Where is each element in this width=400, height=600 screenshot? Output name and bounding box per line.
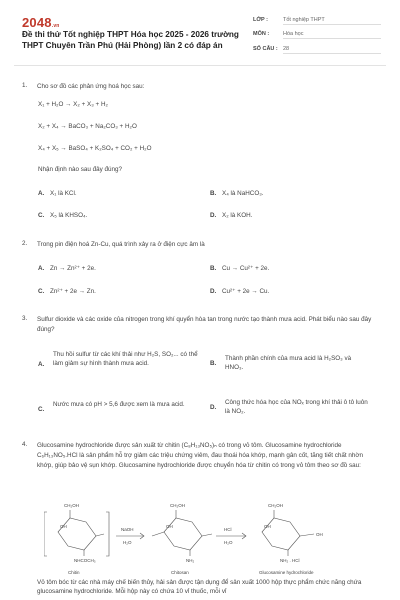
reaction-2: X₂ + X₄ → BaCO₃ + Na₂CO₃ + H₂O <box>38 123 137 130</box>
question-stem: Sulfur dioxide và các oxide của nitrogen trong khí quyển hòa tan trong nước tạo thành mưa acid. Phát biểu nào sau đây đúng? <box>37 316 372 333</box>
option-a[interactable]: A. Zn → Zn²⁺ + 2e. <box>38 265 96 272</box>
product-ch2oh: CH₂OH <box>268 503 283 508</box>
option-a[interactable]: A. X₁ là KCl. <box>38 190 77 197</box>
option-b[interactable]: B. X₄ là NaHCO₃. <box>210 190 264 197</box>
question-ask: Nhận định nào sau đây đúng? <box>38 166 123 173</box>
option-c[interactable]: C. Zn²⁺ + 2e → Zn. <box>38 288 96 295</box>
option-b[interactable]: B. Cu → Cu²⁺ + 2e. <box>210 265 270 272</box>
site-logo[interactable]: 2048.vn <box>22 15 60 30</box>
step2-reagent: HCl <box>224 527 232 532</box>
chitosan-ring <box>164 518 202 550</box>
chitosan-oh: OH <box>166 524 173 529</box>
question-2 <box>22 240 378 247</box>
product-oh: OH <box>264 524 271 529</box>
meta-subject: MÔN : Hóa học <box>253 31 383 39</box>
glucosamine-ring <box>262 518 300 550</box>
exam-page: 2048.vn Đề thi thử Tốt nghiệp THPT Hóa học 2025 - 2026 trường THPT Chuyên Trần Phú (Hải Phòng) lần 2 có đáp án LỚP : Tốt nghiệp THPT MÔN : Hóa học SỐ CÂU : 28 1. Cho sơ đồ các phản ứng hoá học sau: X₁ + H₂O → X₂ + X₃ + H₂ X₂ + X₄ → BaCO₃ + Na₂CO₃ + H₂O X₄ + X₅ → BaSO₄ + K₂SO₄ + CO₂ + H₂O Nhận định nào sau đây đúng? A. X₁ là KCl. B. X₄ là NaHCO₃. C. X₅ là KHSO₄. D. X₂ là KOH. 2. Trong pin điện hoá Zn-Cu, quá trình xảy ra ở điện cực âm là A. Zn → Zn²⁺ + 2e. B. Cu → Cu²⁺ + 2e. C. Zn²⁺ + 2e → Zn. D. Cu²⁺ + 2e → Cu. 3. Sulfur dioxide và các oxide của nitrogen trong khí quyển hòa tan trong nước tạo thành mưa acid. Phát biểu nào sau đây đúng? A. Thu hồi sulfur từ các khí thải như H₂S, SO₂... có thể làm giảm sự hình thành mưa acid. B. Thành phần chính của mưa acid là H₂SO₃ và HNO₃. C. Nước mưa có pH > 5,6 được xem là mưa acid. D. Công thức hóa học của NOₓ trong khí thải ô tô luôn là NO₂. 4. Glucosamine hydrochloride được sản xuất từ chitin (C₈H₁₃NO₅)ₙ có trong vỏ tôm. Glucosamine hydrochloride C₆H₁₃NO₅.HCl là sản phẩm hỗ trợ giảm các triệu chứng viêm, đau thoái hóa khớp, mạnh gân cốt, tăng tiết chất nhờn khớp, giúp bảo vệ sụn khớp. Glucosamine hydrochloride được chuyển hóa từ chitin có trong vỏ tôm theo sơ đồ sau: CH₂OH OH NHCOCH₃ Chitin NaOH H₂O CH₂OH OH NH₂ Chitosan HCl H₂O CH₂OH OH OH NH₂ . HCl Glucosamine hydrochloride Vỏ tôm bóc từ các nhà máy chế biến thủy, hải sản được tận dụng để sản xuất 1000 hộp thực phẩm chức năng chứa glucosamine hydrochloride. Mỗi hộp này có chứa 10 vỉ thuốc, mỗi vỉ <box>0 0 400 600</box>
question-number: 2. <box>22 240 28 247</box>
header-divider <box>14 65 386 66</box>
chitin-ch2oh: CH₂OH <box>64 503 79 508</box>
product-nh2hcl: NH₂ . HCl <box>280 558 300 563</box>
question-number: 4. <box>22 441 28 448</box>
reaction-scheme <box>44 496 354 576</box>
exam-title: Đề thi thử Tốt nghiệp THPT Hóa học 2025 - 2026 trường THPT Chuyên Trần Phú (Hải Phòng) lần 2 có đáp án <box>22 30 239 50</box>
meta-class: LỚP : Tốt nghiệp THPT <box>253 17 383 25</box>
chitosan-ch2oh: CH₂OH <box>170 503 185 508</box>
question-stem: Cho sơ đồ các phản ứng hoá học sau: <box>37 83 145 90</box>
option-b[interactable]: B. Thành phần chính của mưa acid là H₂SO₃ và HNO₃. <box>210 355 352 371</box>
step1-solvent: H₂O <box>123 540 132 545</box>
option-c[interactable]: C. Nước mưa có pH > 5,6 được xem là mưa acid. <box>38 401 185 413</box>
question-number: 3. <box>22 315 28 322</box>
question-1 <box>22 82 378 89</box>
question-stem: Glucosamine hydrochloride được sản xuất từ chitin (C₈H₁₃NO₅)ₙ có trong vỏ tôm. Glucosamine hydrochloride C₆H₁₃NO₅.HCl là sản phẩm hỗ trợ giảm các triệu chứng viêm, đau thoái hóa khớp, mạnh gân cốt, tăng tiết chất nhờn khớp, giúp bảo vệ sụn khớp. Glucosamine hydrochloride được chuyển hóa từ chitin có trong vỏ tôm theo sơ đồ sau: <box>37 442 363 469</box>
step1-reagent: NaOH <box>121 527 134 532</box>
option-a[interactable]: A. Thu hồi sulfur từ các khí thải như H₂S, SO₂... có thể làm giảm sự hình thành mưa acid. <box>38 351 198 368</box>
right-bracket <box>106 512 109 556</box>
option-d[interactable]: D. X₂ là KOH. <box>210 212 253 219</box>
reaction-1: X₁ + H₂O → X₂ + X₃ + H₂ <box>38 101 108 108</box>
meta-question-count: SỐ CÂU : 28 <box>253 46 383 54</box>
chitin-nhcoch3: NHCOCH₃ <box>74 558 96 563</box>
option-d[interactable]: D. Công thức hóa học của NOₓ trong khí thải ô tô luôn là NO₂. <box>210 399 368 415</box>
option-c[interactable]: C. X₅ là KHSO₄. <box>38 212 88 219</box>
chitosan-nh2: NH₂ <box>186 558 195 563</box>
left-bracket <box>44 512 47 556</box>
step2-solvent: H₂O <box>224 540 233 545</box>
reaction-3: X₄ + X₅ → BaSO₄ + K₂SO₄ + CO₂ + H₂O <box>38 145 152 152</box>
chitin-oh: OH <box>60 524 67 529</box>
question-3 <box>22 315 378 333</box>
product-label: Glucosamine hydrochloride <box>259 570 314 575</box>
chitin-label: Chitin <box>68 570 80 575</box>
option-d[interactable]: D. Cu²⁺ + 2e → Cu. <box>210 288 270 295</box>
question-4 <box>22 441 378 469</box>
product-oh-right: OH <box>316 532 323 537</box>
question-stem: Trong pin điện hoá Zn-Cu, quá trình xảy ra ở điện cực âm là <box>37 241 205 248</box>
chitosan-label: Chitosan <box>171 570 189 575</box>
question-number: 1. <box>22 82 28 89</box>
chitin-ring <box>58 518 96 550</box>
